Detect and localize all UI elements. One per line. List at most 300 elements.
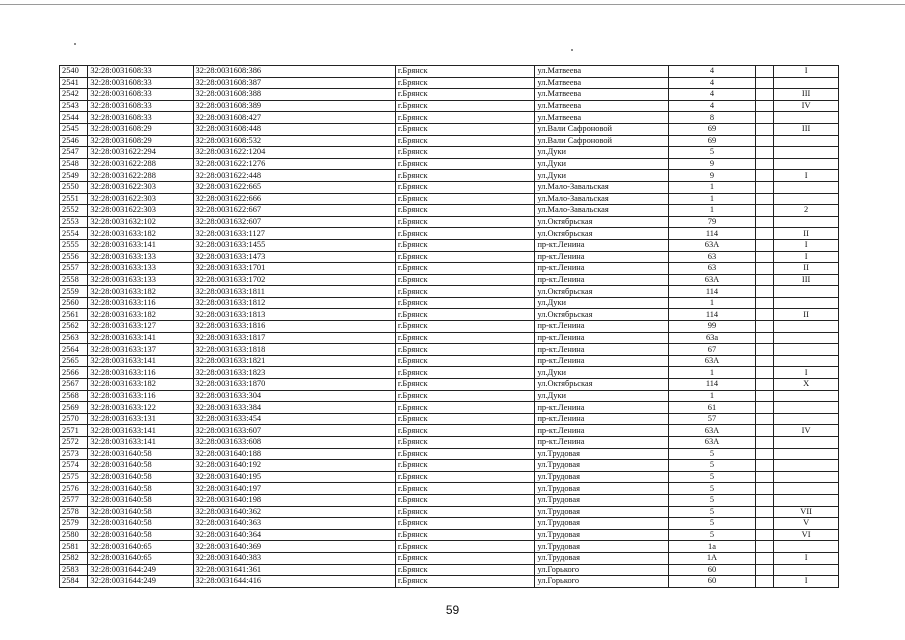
table-row — [60, 379, 839, 391]
cadastral-object: 32:28:0031633:1823 — [193, 367, 395, 379]
row-number: 2550 — [60, 181, 88, 193]
table-row — [60, 471, 839, 483]
row-number: 2545 — [60, 123, 88, 135]
table-row — [60, 367, 839, 379]
blank-cell — [755, 483, 773, 495]
street: пр-кт.Ленина — [535, 344, 669, 356]
corpus-number — [774, 564, 839, 576]
cadastral-parcel: 32:28:0031633:141 — [88, 437, 193, 449]
cadastral-parcel: 32:28:0031640:58 — [88, 518, 193, 530]
cadastral-parcel: 32:28:0031632:102 — [88, 216, 193, 228]
street: ул.Матвеева — [535, 66, 669, 78]
cadastral-parcel: 32:28:0031633:116 — [88, 390, 193, 402]
table-row — [60, 228, 839, 240]
row-number: 2565 — [60, 355, 88, 367]
corpus-number — [774, 135, 839, 147]
corpus-number — [774, 437, 839, 449]
cadastral-parcel: 32:28:0031633:116 — [88, 297, 193, 309]
corpus-number — [774, 297, 839, 309]
house-number: 9 — [668, 170, 755, 182]
city: г.Брянск — [395, 402, 535, 414]
blank-cell — [755, 170, 773, 182]
cadastral-object: 32:28:0031640:188 — [193, 448, 395, 460]
house-number: 69 — [668, 135, 755, 147]
cadastral-object: 32:28:0031633:1811 — [193, 286, 395, 298]
row-number: 2562 — [60, 321, 88, 333]
street: ул.Трудовая — [535, 518, 669, 530]
city: г.Брянск — [395, 147, 535, 159]
cadastral-object: 32:28:0031633:1817 — [193, 332, 395, 344]
cadastral-parcel: 32:28:0031633:122 — [88, 402, 193, 414]
cadastral-object: 32:28:0031640:369 — [193, 541, 395, 553]
corpus-number — [774, 158, 839, 170]
house-number: 63А — [668, 355, 755, 367]
house-number: 4 — [668, 100, 755, 112]
blank-cell — [755, 158, 773, 170]
blank-cell — [755, 425, 773, 437]
house-number: 5 — [668, 518, 755, 530]
house-number: 1А — [668, 552, 755, 564]
city: г.Брянск — [395, 251, 535, 263]
city: г.Брянск — [395, 471, 535, 483]
street: ул.Трудовая — [535, 494, 669, 506]
blank-cell — [755, 239, 773, 251]
city: г.Брянск — [395, 274, 535, 286]
street: ул.Дуки — [535, 147, 669, 159]
house-number: 114 — [668, 286, 755, 298]
row-number: 2583 — [60, 564, 88, 576]
corpus-number: I — [774, 239, 839, 251]
row-number: 2566 — [60, 367, 88, 379]
table-row — [60, 344, 839, 356]
blank-cell — [755, 309, 773, 321]
blank-cell — [755, 123, 773, 135]
table-row — [60, 216, 839, 228]
house-number: 5 — [668, 529, 755, 541]
cadastral-parcel: 32:28:0031608:33 — [88, 100, 193, 112]
cadastral-object: 32:28:0031644:416 — [193, 576, 395, 588]
street: ул.Дуки — [535, 297, 669, 309]
table-row — [60, 529, 839, 541]
row-number: 2552 — [60, 205, 88, 217]
row-number: 2540 — [60, 66, 88, 78]
house-number: 63 — [668, 251, 755, 263]
corpus-number: VII — [774, 506, 839, 518]
table-row — [60, 332, 839, 344]
cadastral-object: 32:28:0031640:195 — [193, 471, 395, 483]
blank-cell — [755, 100, 773, 112]
street: пр-кт.Ленина — [535, 402, 669, 414]
corpus-number: I — [774, 552, 839, 564]
blank-cell — [755, 263, 773, 275]
house-number: 67 — [668, 344, 755, 356]
cadastral-parcel: 32:28:0031640:65 — [88, 552, 193, 564]
cadastral-parcel: 32:28:0031622:288 — [88, 158, 193, 170]
corpus-number: II — [774, 263, 839, 275]
corpus-number: III — [774, 274, 839, 286]
cadastral-object: 32:28:0031640:192 — [193, 460, 395, 472]
blank-cell — [755, 506, 773, 518]
street: ул.Мало-Завальская — [535, 181, 669, 193]
row-number: 2574 — [60, 460, 88, 472]
corpus-number — [774, 193, 839, 205]
house-number: 1 — [668, 297, 755, 309]
street: пр-кт.Ленина — [535, 355, 669, 367]
row-number: 2570 — [60, 413, 88, 425]
street: ул.Горького — [535, 564, 669, 576]
cadastral-object: 32:28:0031622:1276 — [193, 158, 395, 170]
street: ул.Матвеева — [535, 77, 669, 89]
cadastral-parcel: 32:28:0031633:133 — [88, 263, 193, 275]
table-row — [60, 390, 839, 402]
cadastral-object: 32:28:0031633:1701 — [193, 263, 395, 275]
row-number: 2546 — [60, 135, 88, 147]
corpus-number — [774, 344, 839, 356]
street: ул.Трудовая — [535, 448, 669, 460]
row-number: 2563 — [60, 332, 88, 344]
row-number: 2551 — [60, 193, 88, 205]
street: ул.Дуки — [535, 158, 669, 170]
blank-cell — [755, 355, 773, 367]
cadastral-parcel: 32:28:0031633:182 — [88, 286, 193, 298]
house-number: 61 — [668, 402, 755, 414]
cadastral-object: 32:28:0031633:1127 — [193, 228, 395, 240]
row-number: 2573 — [60, 448, 88, 460]
corpus-number — [774, 413, 839, 425]
table-row — [60, 564, 839, 576]
cadastral-object: 32:28:0031633:384 — [193, 402, 395, 414]
city: г.Брянск — [395, 344, 535, 356]
cadastral-parcel: 32:28:0031622:294 — [88, 147, 193, 159]
table-row — [60, 66, 839, 78]
city: г.Брянск — [395, 77, 535, 89]
corpus-number: I — [774, 170, 839, 182]
blank-cell — [755, 379, 773, 391]
street: ул.Дуки — [535, 170, 669, 182]
street: ул.Трудовая — [535, 471, 669, 483]
cadastral-object: 32:28:0031633:304 — [193, 390, 395, 402]
city: г.Брянск — [395, 239, 535, 251]
house-number: 8 — [668, 112, 755, 124]
city: г.Брянск — [395, 564, 535, 576]
table-row — [60, 158, 839, 170]
blank-cell — [755, 77, 773, 89]
table-row — [60, 147, 839, 159]
table-row — [60, 541, 839, 553]
table-row — [60, 309, 839, 321]
house-number: 63А — [668, 425, 755, 437]
city: г.Брянск — [395, 112, 535, 124]
street: ул.Дуки — [535, 367, 669, 379]
top-rule — [0, 4, 905, 5]
house-number: 9 — [668, 158, 755, 170]
corpus-number — [774, 483, 839, 495]
cadastral-object: 32:28:0031633:1821 — [193, 355, 395, 367]
city: г.Брянск — [395, 425, 535, 437]
city: г.Брянск — [395, 216, 535, 228]
street: ул.Октябрьская — [535, 228, 669, 240]
cadastral-parcel: 32:28:0031633:127 — [88, 321, 193, 333]
corpus-number — [774, 355, 839, 367]
table-row — [60, 402, 839, 414]
house-number: 63 — [668, 263, 755, 275]
cadastral-parcel: 32:28:0031608:33 — [88, 89, 193, 101]
house-number: 99 — [668, 321, 755, 333]
street: ул.Матвеева — [535, 89, 669, 101]
street: пр-кт.Ленина — [535, 321, 669, 333]
house-number: 63а — [668, 332, 755, 344]
table-row — [60, 239, 839, 251]
row-number: 2569 — [60, 402, 88, 414]
corpus-number: III — [774, 89, 839, 101]
cadastral-parcel: 32:28:0031633:133 — [88, 274, 193, 286]
row-number: 2560 — [60, 297, 88, 309]
house-number: 69 — [668, 123, 755, 135]
blank-cell — [755, 552, 773, 564]
row-number: 2549 — [60, 170, 88, 182]
blank-cell — [755, 344, 773, 356]
city: г.Брянск — [395, 541, 535, 553]
blank-cell — [755, 471, 773, 483]
house-number: 5 — [668, 506, 755, 518]
blank-cell — [755, 518, 773, 530]
street: пр-кт.Ленина — [535, 332, 669, 344]
cadastral-object: 32:28:0031633:608 — [193, 437, 395, 449]
city: г.Брянск — [395, 205, 535, 217]
street: ул.Трудовая — [535, 529, 669, 541]
row-number: 2557 — [60, 263, 88, 275]
city: г.Брянск — [395, 193, 535, 205]
street: ул.Горького — [535, 576, 669, 588]
house-number: 1 — [668, 193, 755, 205]
corpus-number: X — [774, 379, 839, 391]
city: г.Брянск — [395, 529, 535, 541]
corpus-number: 2 — [774, 205, 839, 217]
table-body — [60, 66, 839, 588]
street: ул.Октябрьская — [535, 216, 669, 228]
cadastral-parcel: 32:28:0031640:58 — [88, 494, 193, 506]
cadastral-object: 32:28:0031608:389 — [193, 100, 395, 112]
cadastral-object: 32:28:0031608:386 — [193, 66, 395, 78]
cadastral-object: 32:28:0031633:1816 — [193, 321, 395, 333]
cadastral-object: 32:28:0031640:364 — [193, 529, 395, 541]
blank-cell — [755, 564, 773, 576]
cadastral-object: 32:28:0031633:1702 — [193, 274, 395, 286]
corpus-number — [774, 321, 839, 333]
table-row — [60, 100, 839, 112]
table-row — [60, 205, 839, 217]
house-number: 4 — [668, 89, 755, 101]
street: ул.Вали Сафроновой — [535, 135, 669, 147]
cadastral-parcel: 32:28:0031640:58 — [88, 471, 193, 483]
city: г.Брянск — [395, 181, 535, 193]
city: г.Брянск — [395, 135, 535, 147]
corpus-number: I — [774, 66, 839, 78]
blank-cell — [755, 251, 773, 263]
cadastral-parcel: 32:28:0031622:303 — [88, 193, 193, 205]
city: г.Брянск — [395, 483, 535, 495]
cadastral-object: 32:28:0031622:448 — [193, 170, 395, 182]
city: г.Брянск — [395, 309, 535, 321]
house-number: 5 — [668, 483, 755, 495]
cadastral-object: 32:28:0031622:665 — [193, 181, 395, 193]
blank-cell — [755, 413, 773, 425]
cadastral-object: 32:28:0031640:363 — [193, 518, 395, 530]
house-number: 1 — [668, 367, 755, 379]
street: пр-кт.Ленина — [535, 239, 669, 251]
table-row — [60, 518, 839, 530]
corpus-number — [774, 332, 839, 344]
corpus-number: IV — [774, 100, 839, 112]
street: пр-кт.Ленина — [535, 251, 669, 263]
blank-cell — [755, 541, 773, 553]
table-row — [60, 112, 839, 124]
city: г.Брянск — [395, 286, 535, 298]
cadastral-parcel: 32:28:0031640:58 — [88, 506, 193, 518]
corpus-number — [774, 390, 839, 402]
street: ул.Октябрьская — [535, 309, 669, 321]
street: ул.Трудовая — [535, 541, 669, 553]
row-number: 2580 — [60, 529, 88, 541]
corpus-number — [774, 448, 839, 460]
house-number: 114 — [668, 379, 755, 391]
cadastral-object: 32:28:0031633:1870 — [193, 379, 395, 391]
table-row — [60, 193, 839, 205]
city: г.Брянск — [395, 518, 535, 530]
cadastral-parcel: 32:28:0031640:58 — [88, 460, 193, 472]
cadastral-parcel: 32:28:0031640:58 — [88, 483, 193, 495]
blank-cell — [755, 576, 773, 588]
row-number: 2556 — [60, 251, 88, 263]
blank-cell — [755, 402, 773, 414]
street: ул.Трудовая — [535, 506, 669, 518]
blank-cell — [755, 332, 773, 344]
blank-cell — [755, 529, 773, 541]
house-number: 1 — [668, 390, 755, 402]
city: г.Брянск — [395, 170, 535, 182]
city: г.Брянск — [395, 228, 535, 240]
street: ул.Октябрьская — [535, 286, 669, 298]
cadastral-parcel: 32:28:0031633:141 — [88, 355, 193, 367]
cadastral-parcel: 32:28:0031633:116 — [88, 367, 193, 379]
city: г.Брянск — [395, 123, 535, 135]
corpus-number — [774, 181, 839, 193]
cadastral-object: 32:28:0031633:1812 — [193, 297, 395, 309]
corpus-number — [774, 147, 839, 159]
corpus-number — [774, 216, 839, 228]
city: г.Брянск — [395, 355, 535, 367]
street: ул.Октябрьская — [535, 379, 669, 391]
cadastral-parcel: 32:28:0031633:133 — [88, 251, 193, 263]
city: г.Брянск — [395, 321, 535, 333]
house-number: 63А — [668, 437, 755, 449]
blank-cell — [755, 274, 773, 286]
house-number: 5 — [668, 460, 755, 472]
row-number: 2543 — [60, 100, 88, 112]
cadastral-object: 32:28:0031640:383 — [193, 552, 395, 564]
street: пр-кт.Ленина — [535, 274, 669, 286]
cadastral-object: 32:28:0031622:1204 — [193, 147, 395, 159]
corpus-number: I — [774, 251, 839, 263]
row-number: 2567 — [60, 379, 88, 391]
cadastral-object: 32:28:0031632:607 — [193, 216, 395, 228]
cadastral-object: 32:28:0031608:387 — [193, 77, 395, 89]
cadastral-parcel: 32:28:0031608:29 — [88, 123, 193, 135]
city: г.Брянск — [395, 437, 535, 449]
city: г.Брянск — [395, 576, 535, 588]
corpus-number: VI — [774, 529, 839, 541]
table-row — [60, 77, 839, 89]
house-number: 63А — [668, 274, 755, 286]
row-number: 2542 — [60, 89, 88, 101]
cadastral-object: 32:28:0031640:198 — [193, 494, 395, 506]
row-number: 2584 — [60, 576, 88, 588]
blank-cell — [755, 89, 773, 101]
row-number: 2579 — [60, 518, 88, 530]
cadastral-parcel: 32:28:0031633:182 — [88, 379, 193, 391]
city: г.Брянск — [395, 390, 535, 402]
cadastral-parcel: 32:28:0031633:141 — [88, 425, 193, 437]
cadastral-parcel: 32:28:0031640:65 — [88, 541, 193, 553]
street: ул.Матвеева — [535, 100, 669, 112]
row-number: 2578 — [60, 506, 88, 518]
table-row — [60, 494, 839, 506]
house-number: 1 — [668, 181, 755, 193]
corpus-number: II — [774, 309, 839, 321]
corpus-number — [774, 494, 839, 506]
page-number: 59 — [445, 603, 460, 617]
blank-cell — [755, 460, 773, 472]
row-number: 2559 — [60, 286, 88, 298]
table-row — [60, 483, 839, 495]
city: г.Брянск — [395, 158, 535, 170]
house-number: 5 — [668, 494, 755, 506]
table-row — [60, 355, 839, 367]
blank-cell — [755, 112, 773, 124]
blank-cell — [755, 181, 773, 193]
house-number: 57 — [668, 413, 755, 425]
row-number: 2558 — [60, 274, 88, 286]
cadastral-object: 32:28:0031640:197 — [193, 483, 395, 495]
row-number: 2554 — [60, 228, 88, 240]
row-number: 2544 — [60, 112, 88, 124]
corpus-number — [774, 112, 839, 124]
house-number: 114 — [668, 228, 755, 240]
house-number: 60 — [668, 564, 755, 576]
city: г.Брянск — [395, 413, 535, 425]
table-row — [60, 460, 839, 472]
cadastral-object: 32:28:0031633:1473 — [193, 251, 395, 263]
table-row — [60, 552, 839, 564]
cadastral-parcel: 32:28:0031640:58 — [88, 448, 193, 460]
corpus-number — [774, 460, 839, 472]
cadastral-parcel: 32:28:0031622:303 — [88, 181, 193, 193]
table-row — [60, 170, 839, 182]
blank-cell — [755, 367, 773, 379]
corpus-number — [774, 77, 839, 89]
blank-cell — [755, 205, 773, 217]
street: пр-кт.Ленина — [535, 425, 669, 437]
cadastral-object: 32:28:0031608:532 — [193, 135, 395, 147]
cadastral-parcel: 32:28:0031644:249 — [88, 564, 193, 576]
cadastral-parcel: 32:28:0031633:182 — [88, 309, 193, 321]
city: г.Брянск — [395, 379, 535, 391]
corpus-number — [774, 541, 839, 553]
table-row — [60, 297, 839, 309]
city: г.Брянск — [395, 506, 535, 518]
table-row — [60, 89, 839, 101]
blank-cell — [755, 448, 773, 460]
